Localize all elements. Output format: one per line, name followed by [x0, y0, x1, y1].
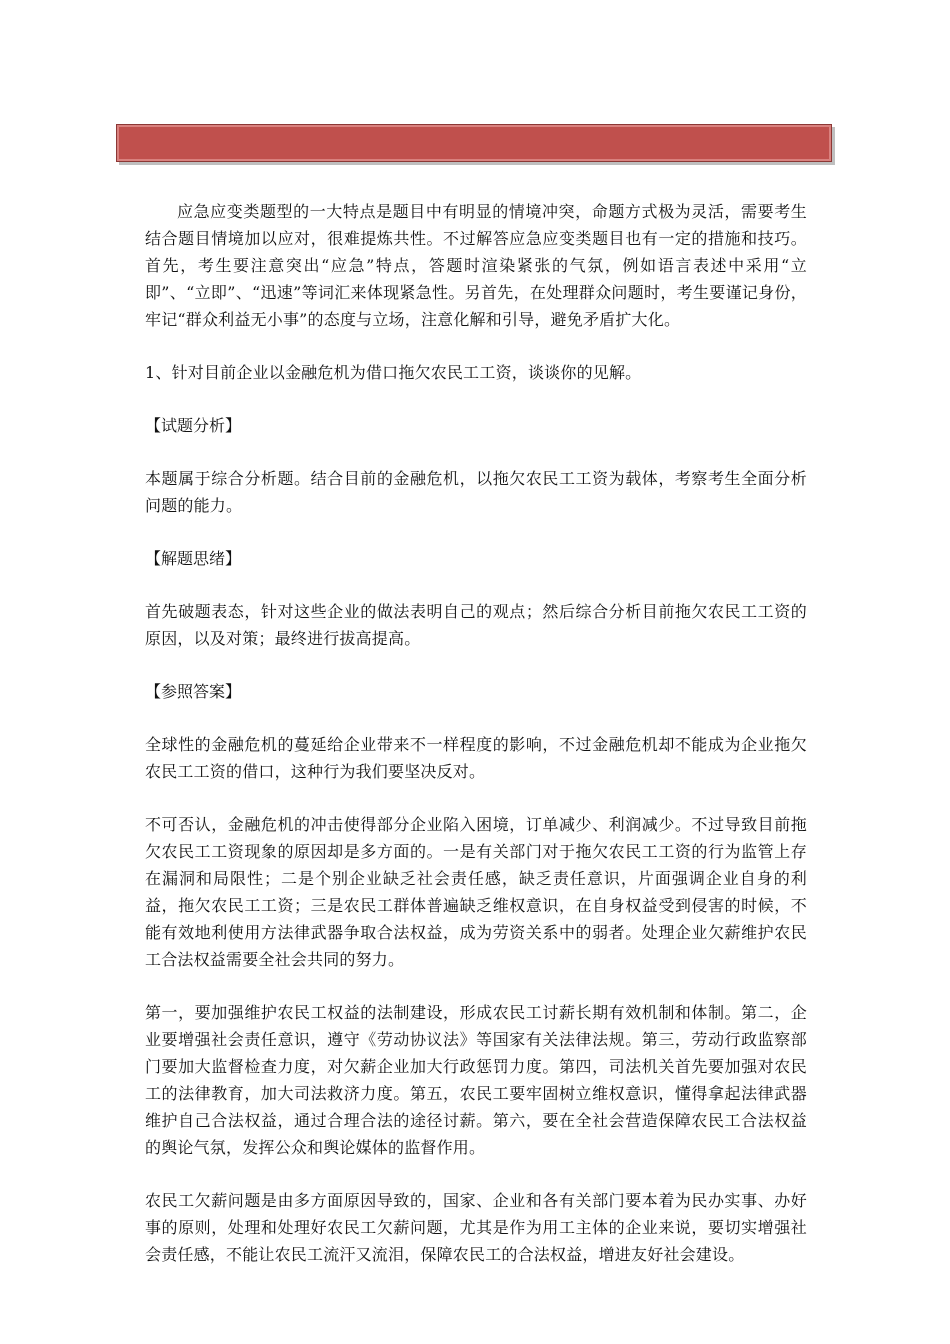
answer-paragraph: 全球性的金融危机的蔓延给企业带来不一样程度的影响，不过金融危机却不能成为企业拖欠农民工工资的借口，这种行为我们要坚决反对。 [145, 735, 807, 781]
question-text: 1、针对目前企业以金融危机为借口拖欠农民工工资，谈谈你的见解。 [145, 363, 642, 382]
analysis-text: 本题属于综合分析题。结合目前的金融危机，以拖欠农民工工资为载体，考察考生全面分析问题的能力。 [145, 469, 807, 515]
document-body [145, 198, 807, 1294]
answer-paragraph: 不可否认，金融危机的冲击使得部分企业陷入困境，订单减少、利润减少。不过导致目前拖欠农民工工资现象的原因却是多方面的。一是有关部门对于拖欠农民工工资的行为监管上存在漏洞和局限性；二是个别企业缺乏社会责任感，缺乏责任意识，片面强调企业自身的利益，拖欠农民工工资；三是农民工群体普遍缺乏维权意识，在自身权益受到侵害的时候，不能有效地利使用方法律武器争取合法权益，成为劳资关系中的弱者。处理企业欠薪维护农民工合法权益需要全社会共同的努力。 [145, 815, 807, 969]
answer-heading: 【参照答案】 [145, 682, 242, 701]
answer-paragraph: 第一，要加强维护农民工权益的法制建设，形成农民工讨薪长期有效机制和体制。第二，企业要增强社会责任意识，遵守《劳动协议法》等国家有关法律法规。第三，劳动行政监察部门要加大监督检查力度，对欠薪企业加大行政惩罚力度。第四，司法机关首先要加强对农民工的法律教育，加大司法救济力度。第五，农民工要牢固树立维权意识，懂得拿起法律武器维护自己合法权益，通过合理合法的途径讨薪。第六，要在全社会营造保障农民工合法权益的舆论气氛，发挥公众和舆论媒体的监督作用。 [145, 1003, 807, 1157]
header-banner [116, 124, 832, 162]
intro-paragraph: 应急应变类题型的一大特点是题目中有明显的情境冲突，命题方式极为灵活，需要考生结合题目情境加以应对，很难提炼共性。不过解答应急应变类题目也有一定的措施和技巧。首先，考生要注意突出“应急”特点，答题时渲染紧张的气氛，例如语言表述中采用“立即”、“立即”、“迅速”等词汇来体现紧急性。另首先，在处理群众问题时，考生要谨记身份，牢记“群众利益无小事”的态度与立场，注意化解和引导，避免矛盾扩大化。 [145, 202, 807, 329]
approach-text: 首先破题表态，针对这些企业的做法表明自己的观点；然后综合分析目前拖欠农民工工资的原因，以及对策；最终进行拔高提高。 [145, 602, 807, 648]
answer-paragraph: 农民工欠薪问题是由多方面原因导致的，国家、企业和各有关部门要本着为民办实事、办好事的原则，处理和处理好农民工欠薪问题，尤其是作为用工主体的企业来说，要切实增强社会责任感，不能让农民工流汗又流泪，保障农民工的合法权益，增进友好社会建设。 [145, 1191, 807, 1264]
approach-heading: 【解题思绪】 [145, 549, 242, 568]
analysis-heading: 【试题分析】 [145, 416, 242, 435]
